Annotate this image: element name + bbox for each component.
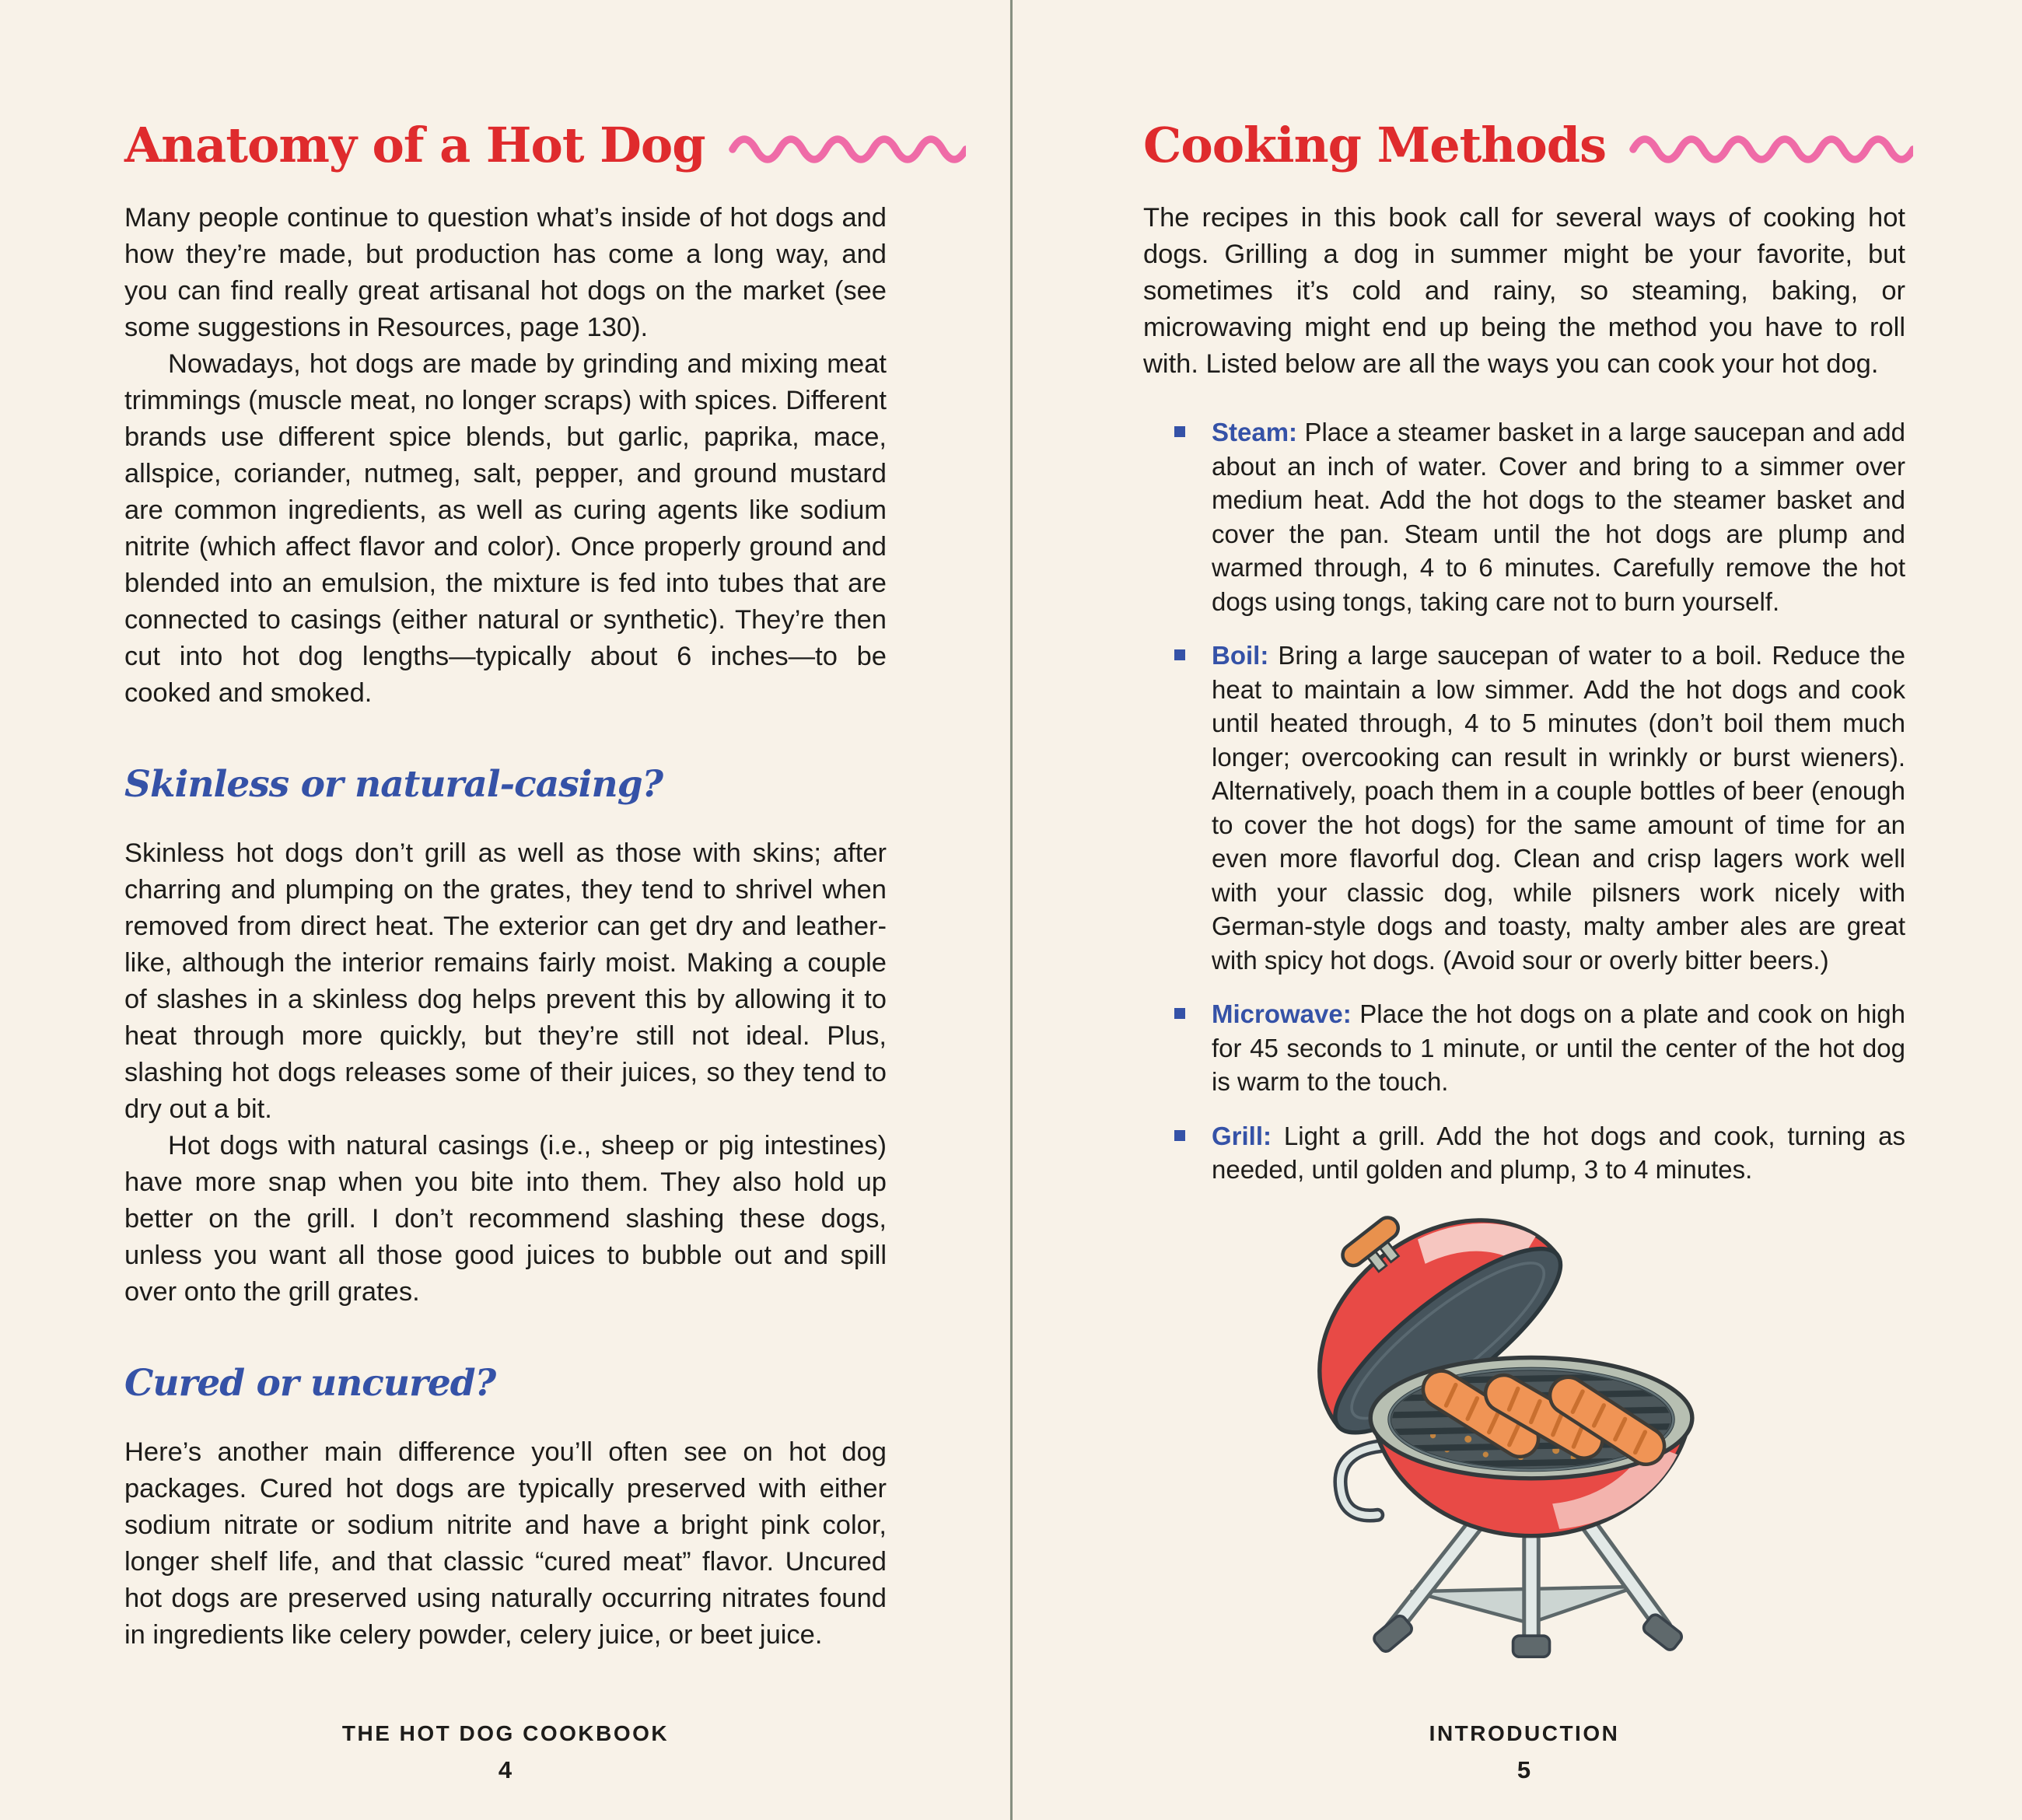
page-left: [124, 0, 887, 1820]
kettle-grill-illustration: [1307, 1209, 1742, 1658]
bullet-square-icon: [1174, 649, 1185, 660]
paragraph: Here’s another main difference you’ll often see on hot dog packages. Cured hot dogs are typically preserved with either sodium nitrate or sodium nitrite and have a bright pink color, longer shelf life, and that classic “cured meat” flavor. Uncured hot dogs are preserved using naturally occurring nitrates found in ingredients like celery powder, celery juice, or beet juice.: [124, 1437, 887, 1650]
method-text: Place a steamer basket in a large saucepan and add about an inch of water. Cover and bring to a simmer over medium heat. Add the hot dogs to the steamer basket and cover the pan. Steam until the hot dogs are plump and warmed through, 4 to 6 minutes. Carefully remove the hot dogs using tongs, taking care not to burn yourself.: [1212, 418, 1905, 616]
page-footer: [124, 1721, 887, 1784]
method-label: Microwave:: [1212, 999, 1352, 1028]
cooking-method-item: [1143, 1119, 1905, 1187]
page-title: Cooking Methods: [1143, 117, 1606, 173]
method-text: Light a grill. Add the hot dogs and cook, turning as needed, until golden and plump, 3 to 4 minutes.: [1212, 1121, 1906, 1184]
running-footer-title: THE HOT DOG COOKBOOK: [341, 1721, 670, 1745]
method-text: Bring a large saucepan of water to a boil. Reduce the heat to maintain a low simmer. Add the hot dogs and cook until heated through, 4 to 5 minutes (don’t boil them much longer; overcooking can result in wrinkly or burst wieners). Alternatively, poach them in a couple bottles of beer (enough to cover the hot dogs) for the same amount of time for an even more flavorful dog. Clean and crisp lagers work well with your classic dog, while pilsners work nicely with German-style dogs and toasty, malty amber ales are great with spicy hot dogs. (Avoid sour or overly bitter beers.): [1212, 641, 1906, 975]
method-label: Grill:: [1212, 1121, 1272, 1150]
illustration-container: [1143, 1209, 1905, 1662]
chapter-heading-row: [1143, 117, 1905, 173]
paragraph: Hot dogs with natural casings (i.e., sheep or pig intestines) have more snap when you bite into them. They also hold up better on the grill. I don’t recommend slashing these dogs, unless you want all those good juices to bubble out and spill over onto the grill grates.: [124, 1131, 887, 1307]
bullet-square-icon: [1174, 1008, 1185, 1019]
subheading-cured: Cured or uncured?: [124, 1362, 496, 1405]
cooking-methods-list: [1143, 415, 1905, 1187]
squiggle-decoration: [1629, 134, 1913, 165]
chapter-heading-row: [124, 117, 887, 173]
subheading-skinless: Skinless or natural-casing?: [124, 763, 663, 806]
page-number: 4: [498, 1756, 513, 1783]
method-label: Boil:: [1212, 641, 1269, 670]
bullet-square-icon: [1174, 426, 1185, 437]
grill-legs: [1372, 1524, 1684, 1657]
running-footer-title: INTRODUCTION: [1429, 1721, 1620, 1745]
page-title: Anatomy of a Hot Dog: [124, 117, 705, 173]
page-right: [1143, 0, 1905, 1820]
page-gutter-divider: [1009, 0, 1013, 1820]
paragraph: The recipes in this book call for several ways of cooking hot dogs. Grilling a dog in summer might be your favorite, but sometimes it’s cold and rainy, so steaming, baking, or microwaving might end up being the method you have to roll with. Listed below are all the ways you can cook your hot dog.: [1143, 203, 1905, 379]
cooking-method-item: [1143, 639, 1905, 977]
cooking-method-item: [1143, 415, 1905, 618]
paragraph: Nowadays, hot dogs are made by grinding and mixing meat trimmings (muscle meat, no longer scraps) with spices. Different brands use different spice blends, but garlic, paprika, mace, allspice, coriander, nutmeg, salt, pepper, and ground mustard are common ingredients, as well as curing agents like sodium nitrite (which affect flavor and color). Once properly ground and blended into an emulsion, the mixture is fed into tubes that are connected to casings (either natural or synthetic). They’re then cut into hot dog lengths—typically about 6 inches—to be cooked and smoked.: [124, 349, 887, 708]
squiggle-decoration: [729, 134, 966, 165]
method-label: Steam:: [1212, 418, 1298, 446]
paragraph: Many people continue to question what’s inside of hot dogs and how they’re made, but production has come a long way, and you can find really great artisanal hot dogs on the market (see some suggestions in Resources, page 130).: [124, 203, 887, 342]
page-footer: [1143, 1721, 1905, 1784]
paragraph: Skinless hot dogs don’t grill as well as those with skins; after charring and plumping on the grates, they tend to shrivel when removed from direct heat. The exterior can get dry and leather-like, although the interior remains fairly moist. Making a couple of slashes in a skinless dog helps prevent this by allowing it to heat through more quickly, but they’re still not ideal. Plus, slashing hot dogs releases some of their juices, so they tend to dry out a bit.: [124, 838, 887, 1124]
cooking-method-item: [1143, 997, 1905, 1099]
bullet-square-icon: [1174, 1130, 1185, 1141]
method-text: Place the hot dogs on a plate and cook on high for 45 seconds to 1 minute, or until the center of the hot dog is warm to the touch.: [1212, 999, 1905, 1096]
page-number: 5: [1516, 1756, 1532, 1783]
